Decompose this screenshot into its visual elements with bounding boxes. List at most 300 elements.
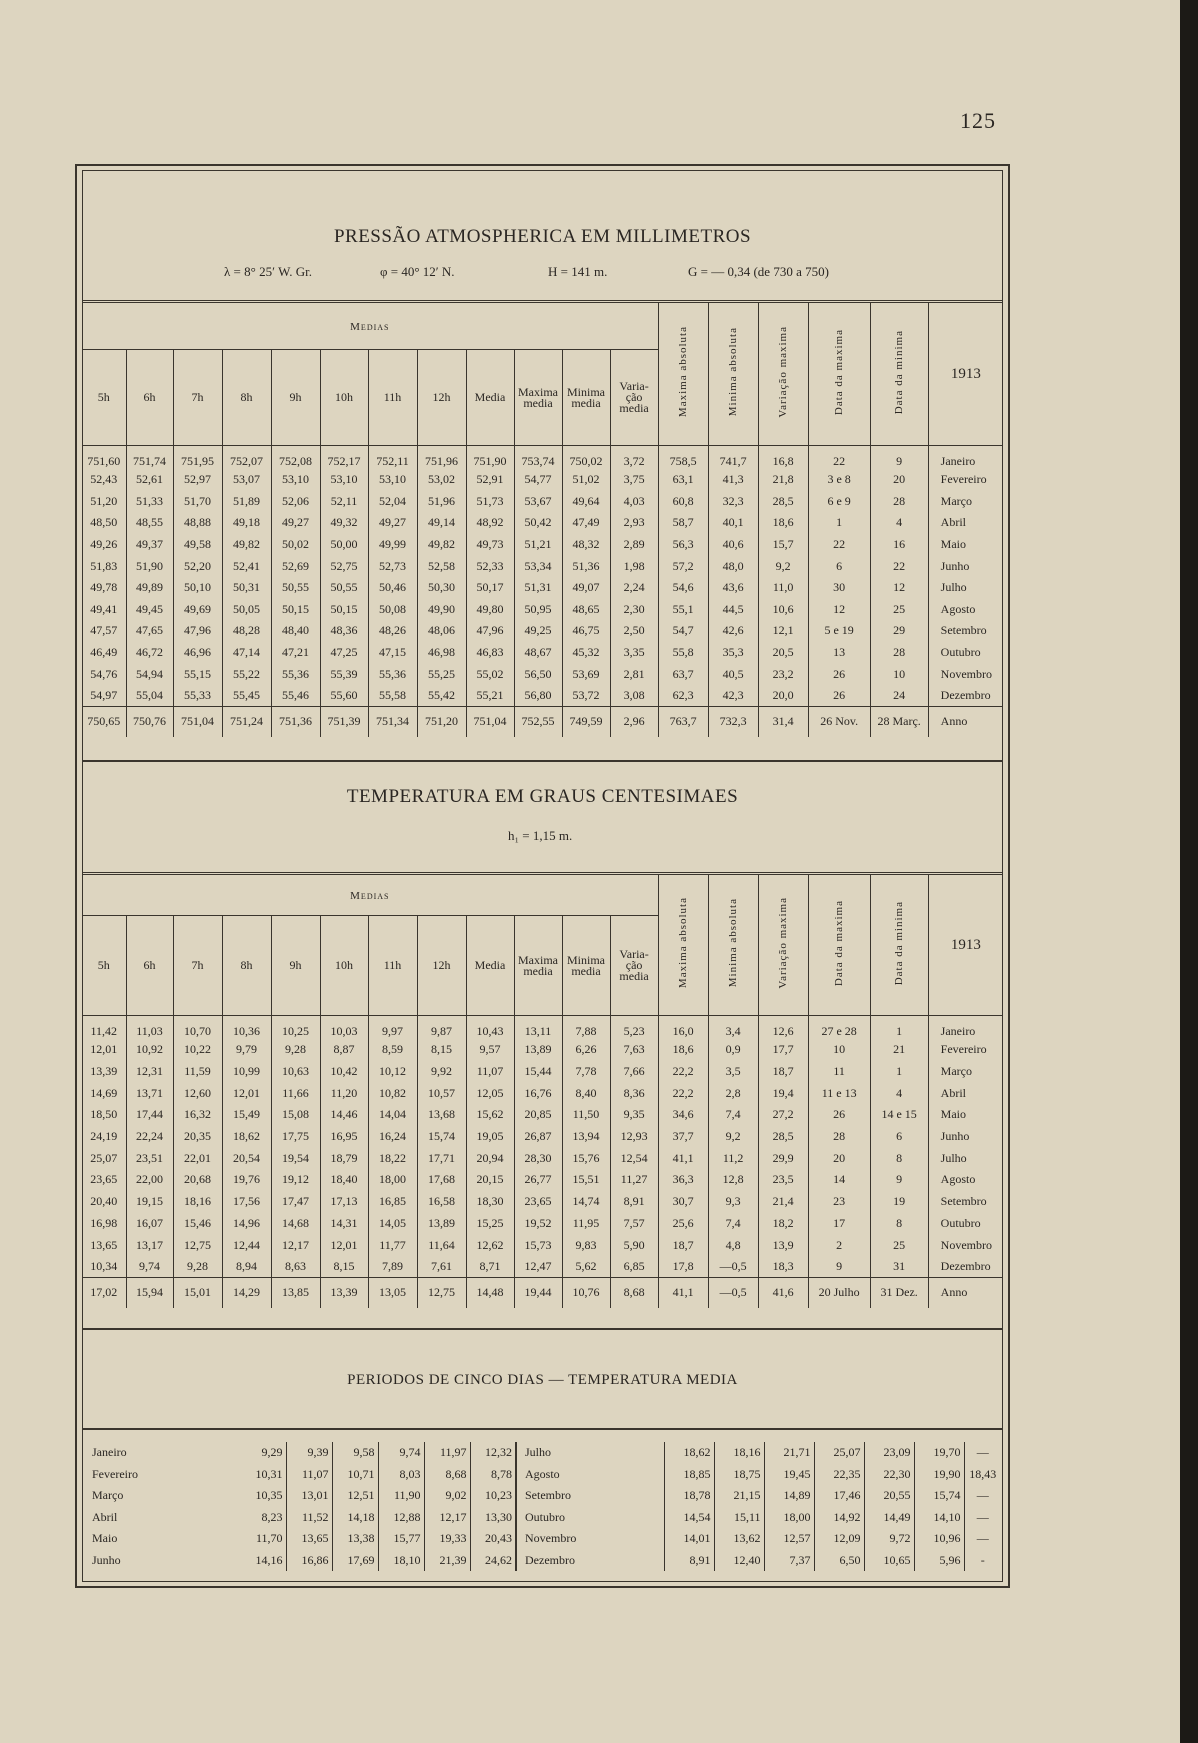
- table-cell: 51,31: [514, 577, 562, 599]
- table-cell: 12,93: [610, 1126, 658, 1148]
- table-cell: 48,36: [320, 620, 368, 642]
- temperature-header-3: 7h: [173, 916, 222, 1016]
- table-cell: 48,32: [562, 534, 610, 556]
- pressure-header-13: Maxima absoluta: [677, 326, 690, 418]
- table-cell: 8,15: [417, 1039, 466, 1061]
- table-cell: 52,97: [173, 469, 222, 491]
- table-cell: 49,32: [320, 512, 368, 534]
- table-cell: 46,96: [173, 642, 222, 664]
- table-cell: 14,31: [320, 1213, 368, 1235]
- table-cell: 52,73: [368, 555, 417, 577]
- table-cell: 20: [808, 1147, 870, 1169]
- table-cell: 13,65: [286, 1528, 332, 1550]
- table-cell: 8,71: [466, 1256, 514, 1278]
- table-cell: 49,37: [126, 534, 173, 556]
- table-cell: 16: [870, 534, 928, 556]
- table-cell: 55,36: [368, 663, 417, 685]
- table-cell: 12,75: [173, 1234, 222, 1256]
- table-cell: 43,6: [708, 577, 758, 599]
- table-cell: 10,70: [173, 1016, 222, 1040]
- table-cell: 12,01: [222, 1082, 271, 1104]
- table-cell: 8,59: [368, 1039, 417, 1061]
- table-cell: 53,72: [562, 685, 610, 707]
- table-cell: 41,6: [758, 1278, 808, 1308]
- table-cell: 55,8: [658, 642, 708, 664]
- table-cell: 11,07: [286, 1464, 332, 1486]
- table-cell: 51,02: [562, 469, 610, 491]
- table-row: [82, 1256, 1003, 1278]
- table-cell: 49,64: [562, 491, 610, 513]
- table-cell: 25: [870, 599, 928, 621]
- table-cell: 26,77: [514, 1169, 562, 1191]
- table-cell: 49,90: [417, 599, 466, 621]
- month-label: Novembro: [928, 663, 1003, 685]
- table-cell: 8,78: [470, 1464, 516, 1486]
- month-label: Fevereiro: [92, 1466, 138, 1481]
- table-cell: 15,51: [562, 1169, 610, 1191]
- table-cell: 22: [808, 534, 870, 556]
- table-cell: 50,02: [271, 534, 320, 556]
- table-cell: 55,58: [368, 685, 417, 707]
- table-cell: 8,15: [320, 1256, 368, 1278]
- month-label: Novembro: [516, 1528, 664, 1550]
- table-cell: 9,28: [271, 1039, 320, 1061]
- month-label: Janeiro: [92, 1445, 127, 1460]
- table-cell: 28: [808, 1126, 870, 1148]
- pressure-header-8: 12h: [417, 350, 466, 446]
- table-cell: 8,36: [610, 1082, 658, 1104]
- table-cell: 750,02: [562, 446, 610, 470]
- table-cell: 7,63: [610, 1039, 658, 1061]
- temperature-header-6: 10h: [320, 916, 368, 1016]
- table-cell: 51,20: [90, 493, 118, 508]
- table-cell: 60,8: [658, 491, 708, 513]
- table-cell: 751,96: [417, 446, 466, 470]
- table-cell: 14,89: [764, 1485, 814, 1507]
- table-cell: 21,8: [758, 469, 808, 491]
- table-cell: 53,67: [514, 491, 562, 513]
- table-cell: 7,57: [610, 1213, 658, 1235]
- pressure-header-9: Media: [466, 350, 514, 446]
- table-cell: 23,65: [514, 1191, 562, 1213]
- table-cell: 14,69: [90, 1085, 118, 1100]
- table-cell: 28,5: [758, 1126, 808, 1148]
- table-cell: 14,01: [664, 1528, 714, 1550]
- table-cell: 16,07: [126, 1213, 173, 1235]
- table-cell: 9,58: [332, 1442, 378, 1464]
- table-cell: 49,07: [562, 577, 610, 599]
- table-cell: 14,04: [368, 1104, 417, 1126]
- table-cell: 23: [808, 1191, 870, 1213]
- table-cell: 13,89: [514, 1039, 562, 1061]
- table-cell: 9,74: [126, 1256, 173, 1278]
- table-cell: 20,68: [173, 1169, 222, 1191]
- table-cell: 8,63: [271, 1256, 320, 1278]
- table-cell: 15,44: [514, 1061, 562, 1083]
- table-cell: 32,3: [708, 491, 758, 513]
- table-cell: 15,01: [173, 1278, 222, 1308]
- table-cell: 13,39: [90, 1064, 118, 1079]
- table-cell: 9: [808, 1256, 870, 1278]
- table-cell: 20 Julho: [808, 1278, 870, 1308]
- table-cell: 50,30: [417, 577, 466, 599]
- table-cell: 2: [808, 1234, 870, 1256]
- table-cell: 21,4: [758, 1191, 808, 1213]
- table-cell: 11,03: [126, 1016, 173, 1040]
- table-cell: 752,11: [368, 446, 417, 470]
- table-cell: 46,49: [90, 645, 118, 660]
- table-cell: 7,89: [368, 1256, 417, 1278]
- table-cell: 25,07: [814, 1442, 864, 1464]
- table-cell: 47,15: [368, 642, 417, 664]
- table-cell: 8,91: [664, 1550, 714, 1572]
- table-cell: 17,56: [222, 1191, 271, 1213]
- table-cell: 8: [870, 1213, 928, 1235]
- table-cell: 46,83: [466, 642, 514, 664]
- table-cell: 8,68: [424, 1464, 470, 1486]
- pressure-year: 1913: [928, 302, 1003, 446]
- table-cell: 50,55: [271, 577, 320, 599]
- table-cell: 12,88: [378, 1507, 424, 1529]
- table-cell: 20,54: [222, 1147, 271, 1169]
- month-label: Julho: [516, 1442, 664, 1464]
- table-cell: 11,97: [424, 1442, 470, 1464]
- table-cell: 21: [870, 1039, 928, 1061]
- month-label: Abril: [92, 1509, 118, 1524]
- table-cell: 12,60: [173, 1082, 222, 1104]
- table-cell: 14,46: [320, 1104, 368, 1126]
- table-cell: 52,61: [126, 469, 173, 491]
- table-cell: 49,78: [90, 580, 118, 595]
- temperature-header-1: 5h: [82, 916, 126, 1016]
- table-cell: 20,35: [173, 1126, 222, 1148]
- table-cell: 40,6: [708, 534, 758, 556]
- temperature-header-11: Minima media: [562, 916, 610, 1016]
- table-cell: 12,51: [332, 1485, 378, 1507]
- month-label: Maio: [92, 1531, 118, 1546]
- table-cell: 13,65: [90, 1237, 118, 1252]
- table-cell: 751,60: [87, 454, 121, 468]
- table-cell: 21,39: [424, 1550, 470, 1572]
- table-row: [82, 599, 1003, 621]
- table-cell: 751,74: [126, 446, 173, 470]
- month-label: Novembro: [928, 1234, 1003, 1256]
- month-label: Agosto: [516, 1464, 664, 1486]
- table-cell: 18,22: [368, 1147, 417, 1169]
- table-cell: 15,73: [514, 1234, 562, 1256]
- month-label: Outubro: [928, 1213, 1003, 1235]
- table-cell: 47,14: [222, 642, 271, 664]
- table-cell: 11,95: [562, 1213, 610, 1235]
- table-cell: 19,4: [758, 1082, 808, 1104]
- table-cell: 16,58: [417, 1191, 466, 1213]
- table-cell: 1: [808, 512, 870, 534]
- table-cell: —: [964, 1485, 1001, 1507]
- table-cell: 53,10: [271, 469, 320, 491]
- pressure-header-6: 10h: [320, 350, 368, 446]
- table-row: [82, 1234, 1003, 1256]
- table-cell: 54,6: [658, 577, 708, 599]
- table-cell: 19,15: [126, 1191, 173, 1213]
- table-cell: 17,68: [417, 1169, 466, 1191]
- table-cell: 18,16: [714, 1442, 764, 1464]
- table-cell: 17,46: [814, 1485, 864, 1507]
- table-cell: 17,75: [271, 1126, 320, 1148]
- table-cell: 17,69: [332, 1550, 378, 1572]
- table-cell: 28,30: [514, 1147, 562, 1169]
- table-cell: 48,67: [514, 642, 562, 664]
- table-cell: 49,58: [173, 534, 222, 556]
- table-cell: 22,24: [126, 1126, 173, 1148]
- table-cell: 31,4: [758, 707, 808, 737]
- table-cell: 17,7: [758, 1039, 808, 1061]
- table-cell: 3 e 8: [808, 469, 870, 491]
- month-label: Setembro: [516, 1485, 664, 1507]
- table-row: [84, 1485, 1001, 1507]
- table-cell: 55,02: [466, 663, 514, 685]
- temperature-year: 1913: [928, 874, 1003, 1016]
- table-cell: 751,20: [417, 707, 466, 737]
- temperature-medias-label: Medias: [350, 889, 390, 902]
- table-cell: 19,70: [914, 1442, 964, 1464]
- table-cell: 13,68: [417, 1104, 466, 1126]
- table-cell: 11 e 13: [808, 1082, 870, 1104]
- table-cell: 7,66: [610, 1061, 658, 1083]
- table-cell: 50,00: [320, 534, 368, 556]
- temperature-header-17: Data da minima: [893, 900, 906, 986]
- table-cell: 63,1: [658, 469, 708, 491]
- table-cell: 10: [870, 663, 928, 685]
- table-cell: 62,3: [658, 685, 708, 707]
- table-cell: 24,19: [90, 1129, 118, 1144]
- month-label: Junho: [928, 1126, 1003, 1148]
- table-cell: 5 e 19: [808, 620, 870, 642]
- table-cell: 19,12: [271, 1169, 320, 1191]
- table-row: [82, 1191, 1003, 1213]
- table-cell: 10,43: [466, 1016, 514, 1040]
- table-cell: 47,96: [173, 620, 222, 642]
- table-cell: 12,1: [758, 620, 808, 642]
- table-cell: 8,03: [378, 1464, 424, 1486]
- table-row: [82, 642, 1003, 664]
- table-cell: 13,62: [714, 1528, 764, 1550]
- table-cell: 17,47: [271, 1191, 320, 1213]
- table-cell: 49,27: [368, 512, 417, 534]
- table-cell: 46,75: [562, 620, 610, 642]
- table-cell: 50,15: [320, 599, 368, 621]
- table-cell: 55,25: [417, 663, 466, 685]
- table-cell: 11,42: [90, 1024, 118, 1038]
- month-label: Janeiro: [928, 1016, 1003, 1040]
- table-cell: 20,5: [758, 642, 808, 664]
- table-cell: 41,1: [658, 1278, 708, 1308]
- table-row: [82, 555, 1003, 577]
- table-cell: 751,34: [368, 707, 417, 737]
- table-cell: 1: [870, 1016, 928, 1040]
- table-cell: 3,08: [610, 685, 658, 707]
- table-cell: 46,98: [417, 642, 466, 664]
- table-row: [82, 577, 1003, 599]
- table-cell: 750,65: [82, 707, 126, 737]
- table-cell: 30: [808, 577, 870, 599]
- table-cell: 0,9: [708, 1039, 758, 1061]
- table-cell: 11,64: [417, 1234, 466, 1256]
- table-cell: 63,7: [658, 663, 708, 685]
- table-cell: 47,65: [126, 620, 173, 642]
- table-cell: 13,38: [332, 1528, 378, 1550]
- table-cell: 28 Març.: [870, 707, 928, 737]
- table-row: [82, 1147, 1003, 1169]
- table-cell: 12,75: [417, 1278, 466, 1308]
- table-row: [82, 1213, 1003, 1235]
- table-cell: 53,10: [368, 469, 417, 491]
- table-cell: 16,32: [173, 1104, 222, 1126]
- table-cell: 11,70: [255, 1531, 283, 1546]
- table-cell: 16,95: [320, 1126, 368, 1148]
- pressure-header-10: Maxima media: [514, 350, 562, 446]
- table-cell: 18,79: [320, 1147, 368, 1169]
- table-cell: 6: [870, 1126, 928, 1148]
- table-cell: 56,50: [514, 663, 562, 685]
- table-cell: 40,5: [708, 663, 758, 685]
- table-cell: 12,47: [514, 1256, 562, 1278]
- table-cell: 15,46: [173, 1213, 222, 1235]
- month-label: Anno: [928, 707, 1003, 737]
- table-cell: 16,85: [368, 1191, 417, 1213]
- table-cell: 763,7: [658, 707, 708, 737]
- table-cell: 9,2: [758, 555, 808, 577]
- table-cell: 2,81: [610, 663, 658, 685]
- table-cell: 51,33: [126, 491, 173, 513]
- pressure-header-11: Minima media: [562, 350, 610, 446]
- table-cell: 13,94: [562, 1126, 610, 1148]
- table-cell: 29: [870, 620, 928, 642]
- pressure-header-5: 9h: [271, 350, 320, 446]
- table-cell: 42,3: [708, 685, 758, 707]
- table-cell: 50,31: [222, 577, 271, 599]
- table-cell: 51,83: [90, 558, 118, 573]
- table-cell: 48,28: [222, 620, 271, 642]
- table-cell: 10,12: [368, 1061, 417, 1083]
- temperature-section-bottom-rule: [82, 1328, 1003, 1330]
- table-cell: 28,5: [758, 491, 808, 513]
- table-cell: 55,22: [222, 663, 271, 685]
- table-cell: 18,00: [368, 1169, 417, 1191]
- table-cell: 49,26: [90, 537, 118, 552]
- table-cell: 11,66: [271, 1082, 320, 1104]
- table-row: [84, 1507, 1001, 1529]
- table-cell: 12,17: [424, 1507, 470, 1529]
- month-label: Outubro: [516, 1507, 664, 1529]
- table-cell: 52,91: [466, 469, 514, 491]
- table-cell: 3,5: [708, 1061, 758, 1083]
- month-label: Março: [92, 1488, 124, 1503]
- table-cell: 14: [808, 1169, 870, 1191]
- table-cell: 53,34: [514, 555, 562, 577]
- table-cell: 11,07: [466, 1061, 514, 1083]
- table-cell: 11,50: [562, 1104, 610, 1126]
- table-cell: 13,85: [271, 1278, 320, 1308]
- table-cell: 7,37: [764, 1550, 814, 1572]
- table-cell: 12,09: [814, 1528, 864, 1550]
- table-cell: 12,57: [764, 1528, 814, 1550]
- pressure-lambda: λ = 8° 25′ W. Gr.: [224, 264, 313, 279]
- table-cell: 55,36: [271, 663, 320, 685]
- table-cell: 19,76: [222, 1169, 271, 1191]
- pressure-header-17: Data da minima: [893, 329, 906, 415]
- table-cell: 16,76: [514, 1082, 562, 1104]
- table-cell: 26 Nov.: [808, 707, 870, 737]
- table-cell: 18,78: [664, 1485, 714, 1507]
- temperature-header-9: Media: [466, 916, 514, 1016]
- table-cell: 14,74: [562, 1191, 610, 1213]
- table-cell: 751,04: [173, 707, 222, 737]
- table-cell: 7,4: [708, 1104, 758, 1126]
- table-cell: 11,27: [610, 1169, 658, 1191]
- table-cell: 51,89: [222, 491, 271, 513]
- table-cell: 52,69: [271, 555, 320, 577]
- table-cell: 55,42: [417, 685, 466, 707]
- table-cell: 29,9: [758, 1147, 808, 1169]
- table-cell: 49,99: [368, 534, 417, 556]
- table-cell: 22,01: [173, 1147, 222, 1169]
- table-cell: 12,44: [222, 1234, 271, 1256]
- table-cell: 11,90: [378, 1485, 424, 1507]
- table-cell: 25,6: [658, 1213, 708, 1235]
- table-cell: 15,62: [466, 1104, 514, 1126]
- table-cell: 19,44: [514, 1278, 562, 1308]
- pressure-header-2: 6h: [126, 350, 173, 446]
- table-cell: 48,55: [126, 512, 173, 534]
- table-cell: 12,62: [466, 1234, 514, 1256]
- temperature-header-8: 12h: [417, 916, 466, 1016]
- month-label: Setembro: [928, 620, 1003, 642]
- table-row: [82, 1082, 1003, 1104]
- temperature-total-row: [82, 1278, 1003, 1308]
- pressure-medias-group: [82, 302, 658, 350]
- five-day-top-rule: [82, 1428, 1003, 1430]
- table-row: [84, 1442, 1001, 1464]
- table-cell: 41,3: [708, 469, 758, 491]
- table-cell: 50,46: [368, 577, 417, 599]
- table-cell: 57,2: [658, 555, 708, 577]
- table-cell: 16,8: [758, 446, 808, 470]
- month-label: Julho: [928, 1147, 1003, 1169]
- table-row: [82, 663, 1003, 685]
- table-row: [82, 491, 1003, 513]
- table-row: [82, 534, 1003, 556]
- table-cell: 752,08: [271, 446, 320, 470]
- month-label: Junho: [928, 555, 1003, 577]
- table-cell: 18,40: [320, 1169, 368, 1191]
- table-cell: 55,33: [173, 685, 222, 707]
- temperature-header-2: 6h: [126, 916, 173, 1016]
- table-cell: 14,16: [255, 1552, 283, 1567]
- table-cell: 52,06: [271, 491, 320, 513]
- temperature-header-7: 11h: [368, 916, 417, 1016]
- table-cell: 13,71: [126, 1082, 173, 1104]
- table-cell: 10,99: [222, 1061, 271, 1083]
- table-cell: 47,49: [562, 512, 610, 534]
- table-cell: 51,70: [173, 491, 222, 513]
- table-cell: 20: [870, 469, 928, 491]
- table-cell: 3,35: [610, 642, 658, 664]
- table-cell: 14,92: [814, 1507, 864, 1529]
- temperature-header-14: Minima absoluta: [727, 898, 740, 988]
- table-cell: 23,51: [126, 1147, 173, 1169]
- month-label: Fevereiro: [928, 469, 1003, 491]
- table-cell: 18,10: [378, 1550, 424, 1572]
